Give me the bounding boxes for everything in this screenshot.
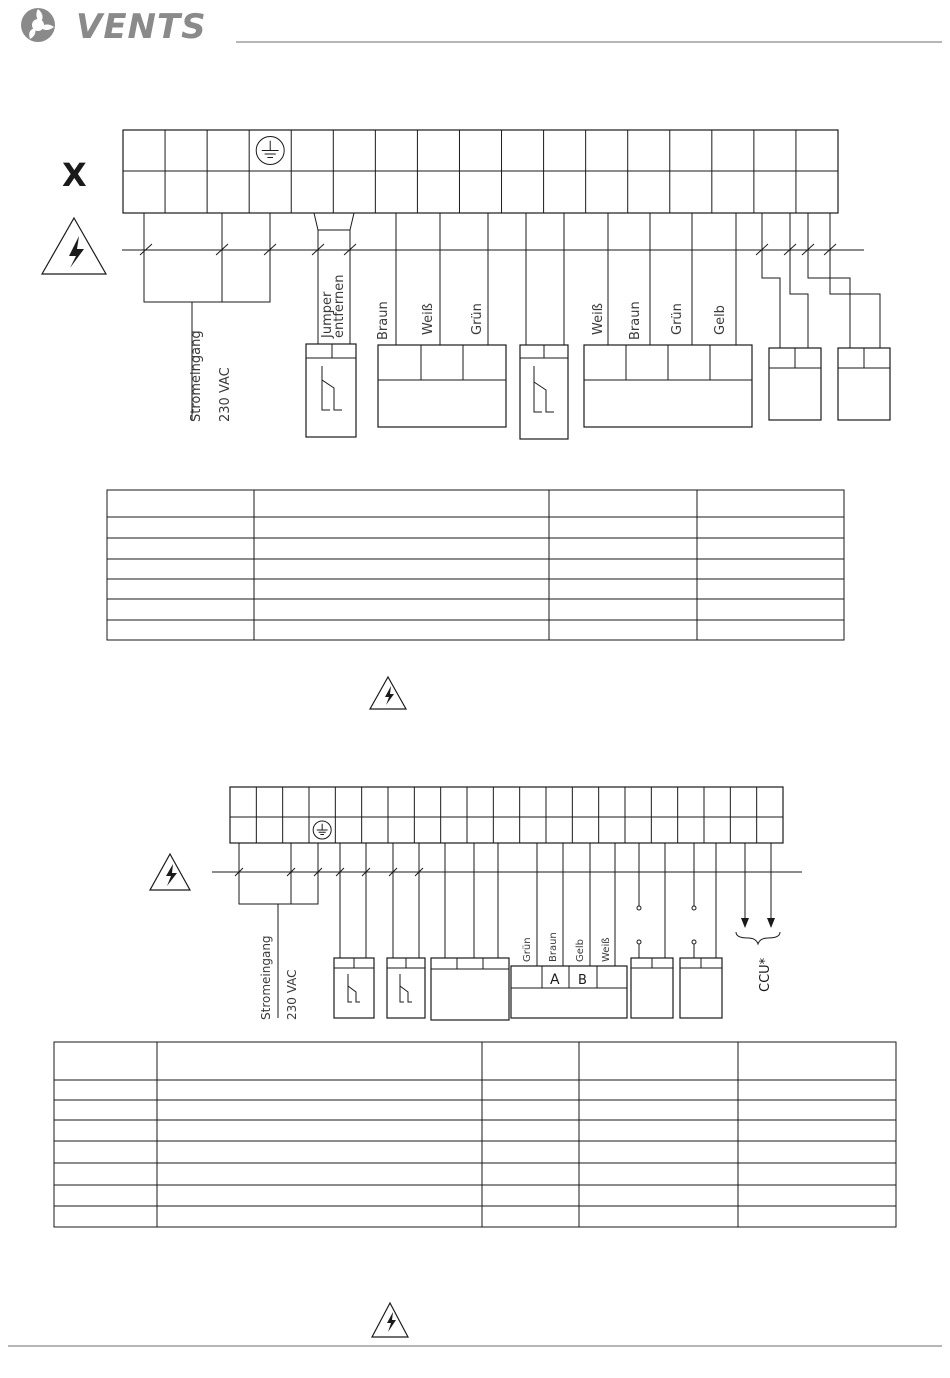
voltage-label: 230 VAC — [285, 969, 299, 1020]
terminal-cell — [754, 130, 796, 213]
jumper-label-line2: entfernen — [332, 274, 347, 338]
terminal-cell — [335, 787, 361, 843]
terminal-cell — [796, 130, 838, 213]
terminal-cell — [459, 130, 501, 213]
ccu-connection — [736, 843, 780, 992]
terminal-cell — [502, 130, 544, 213]
terminal-cell — [544, 130, 586, 213]
high-voltage-warning-icon — [150, 854, 190, 890]
terminal-cell — [230, 787, 256, 843]
wire-label: Grün — [522, 937, 533, 962]
terminal-cell — [283, 787, 309, 843]
terminal-cell — [414, 787, 440, 843]
control-devices-1 — [756, 213, 890, 420]
terminal-cell — [375, 130, 417, 213]
terminal-cell — [704, 787, 730, 843]
wire-label: Braun — [376, 301, 391, 340]
connection-table-2 — [54, 1042, 896, 1227]
wire-label: Weiß — [421, 303, 436, 335]
terminal-cell — [670, 130, 712, 213]
terminal-cell — [628, 130, 670, 213]
terminal-cell — [388, 787, 414, 843]
terminal-cell — [291, 130, 333, 213]
terminal-cell — [333, 130, 375, 213]
terminal-row-label: X — [62, 156, 87, 194]
terminal-cell — [730, 787, 756, 843]
terminal-cell — [712, 130, 754, 213]
voltage-label: 230 VAC — [218, 367, 233, 422]
modbus-a-label: A — [550, 972, 560, 988]
wire-label: Weiß — [601, 937, 612, 962]
terminal-cell — [417, 130, 459, 213]
device-3-wire — [376, 213, 506, 427]
terminal-block-1 — [123, 130, 838, 213]
power-input-wiring-1 — [140, 213, 276, 422]
device-4-wire — [584, 213, 752, 427]
brand-wordmark: VENTS — [76, 7, 207, 47]
wire-label: Gelb — [575, 938, 586, 962]
terminal-cell — [625, 787, 651, 843]
vents-logo — [21, 7, 207, 47]
high-voltage-warning-icon — [370, 677, 406, 709]
wire-label: Grün — [670, 303, 685, 335]
terminal-cell — [441, 787, 467, 843]
thermostat-contact-2 — [520, 213, 568, 439]
switch-devices-2 — [631, 843, 722, 1018]
terminal-cell — [256, 787, 282, 843]
connection-table-1 — [107, 490, 844, 640]
terminal-cell — [546, 787, 572, 843]
device-3-wire-2 — [431, 843, 509, 1020]
high-voltage-warning-icon — [372, 1303, 408, 1337]
terminal-cell — [651, 787, 677, 843]
terminal-cell — [520, 787, 546, 843]
terminal-cell — [207, 130, 249, 213]
thermostat-contacts-2 — [334, 843, 425, 1018]
terminal-cell — [757, 787, 783, 843]
wire-label: Grün — [470, 303, 485, 335]
terminal-cell — [599, 787, 625, 843]
wire-label: Gelb — [713, 305, 728, 335]
high-voltage-warning-icon — [42, 218, 106, 274]
power-input-label: Stromeingang — [259, 935, 273, 1020]
wire-label: Braun — [628, 301, 643, 340]
terminal-cell — [467, 787, 493, 843]
power-input-wiring-2 — [235, 843, 322, 1020]
power-input-label: Stromeingang — [189, 330, 204, 422]
jumper-thermostat-1 — [306, 213, 356, 437]
terminal-cell — [678, 787, 704, 843]
modbus-b-label: B — [578, 973, 587, 988]
terminal-cell — [362, 787, 388, 843]
terminal-cell — [493, 787, 519, 843]
terminal-cell — [586, 130, 628, 213]
modbus-device — [511, 843, 627, 1018]
jumper-label-line1: Jumper — [320, 291, 335, 338]
jumper-label — [320, 274, 347, 339]
wire-label: Weiß — [591, 303, 606, 335]
terminal-cell — [165, 130, 207, 213]
terminal-cell — [123, 130, 165, 213]
wire-label: Braun — [548, 932, 559, 962]
terminal-cell — [572, 787, 598, 843]
terminal-block-2 — [230, 787, 783, 843]
ccu-label: CCU* — [758, 957, 773, 992]
fan-logo-icon — [21, 8, 55, 42]
